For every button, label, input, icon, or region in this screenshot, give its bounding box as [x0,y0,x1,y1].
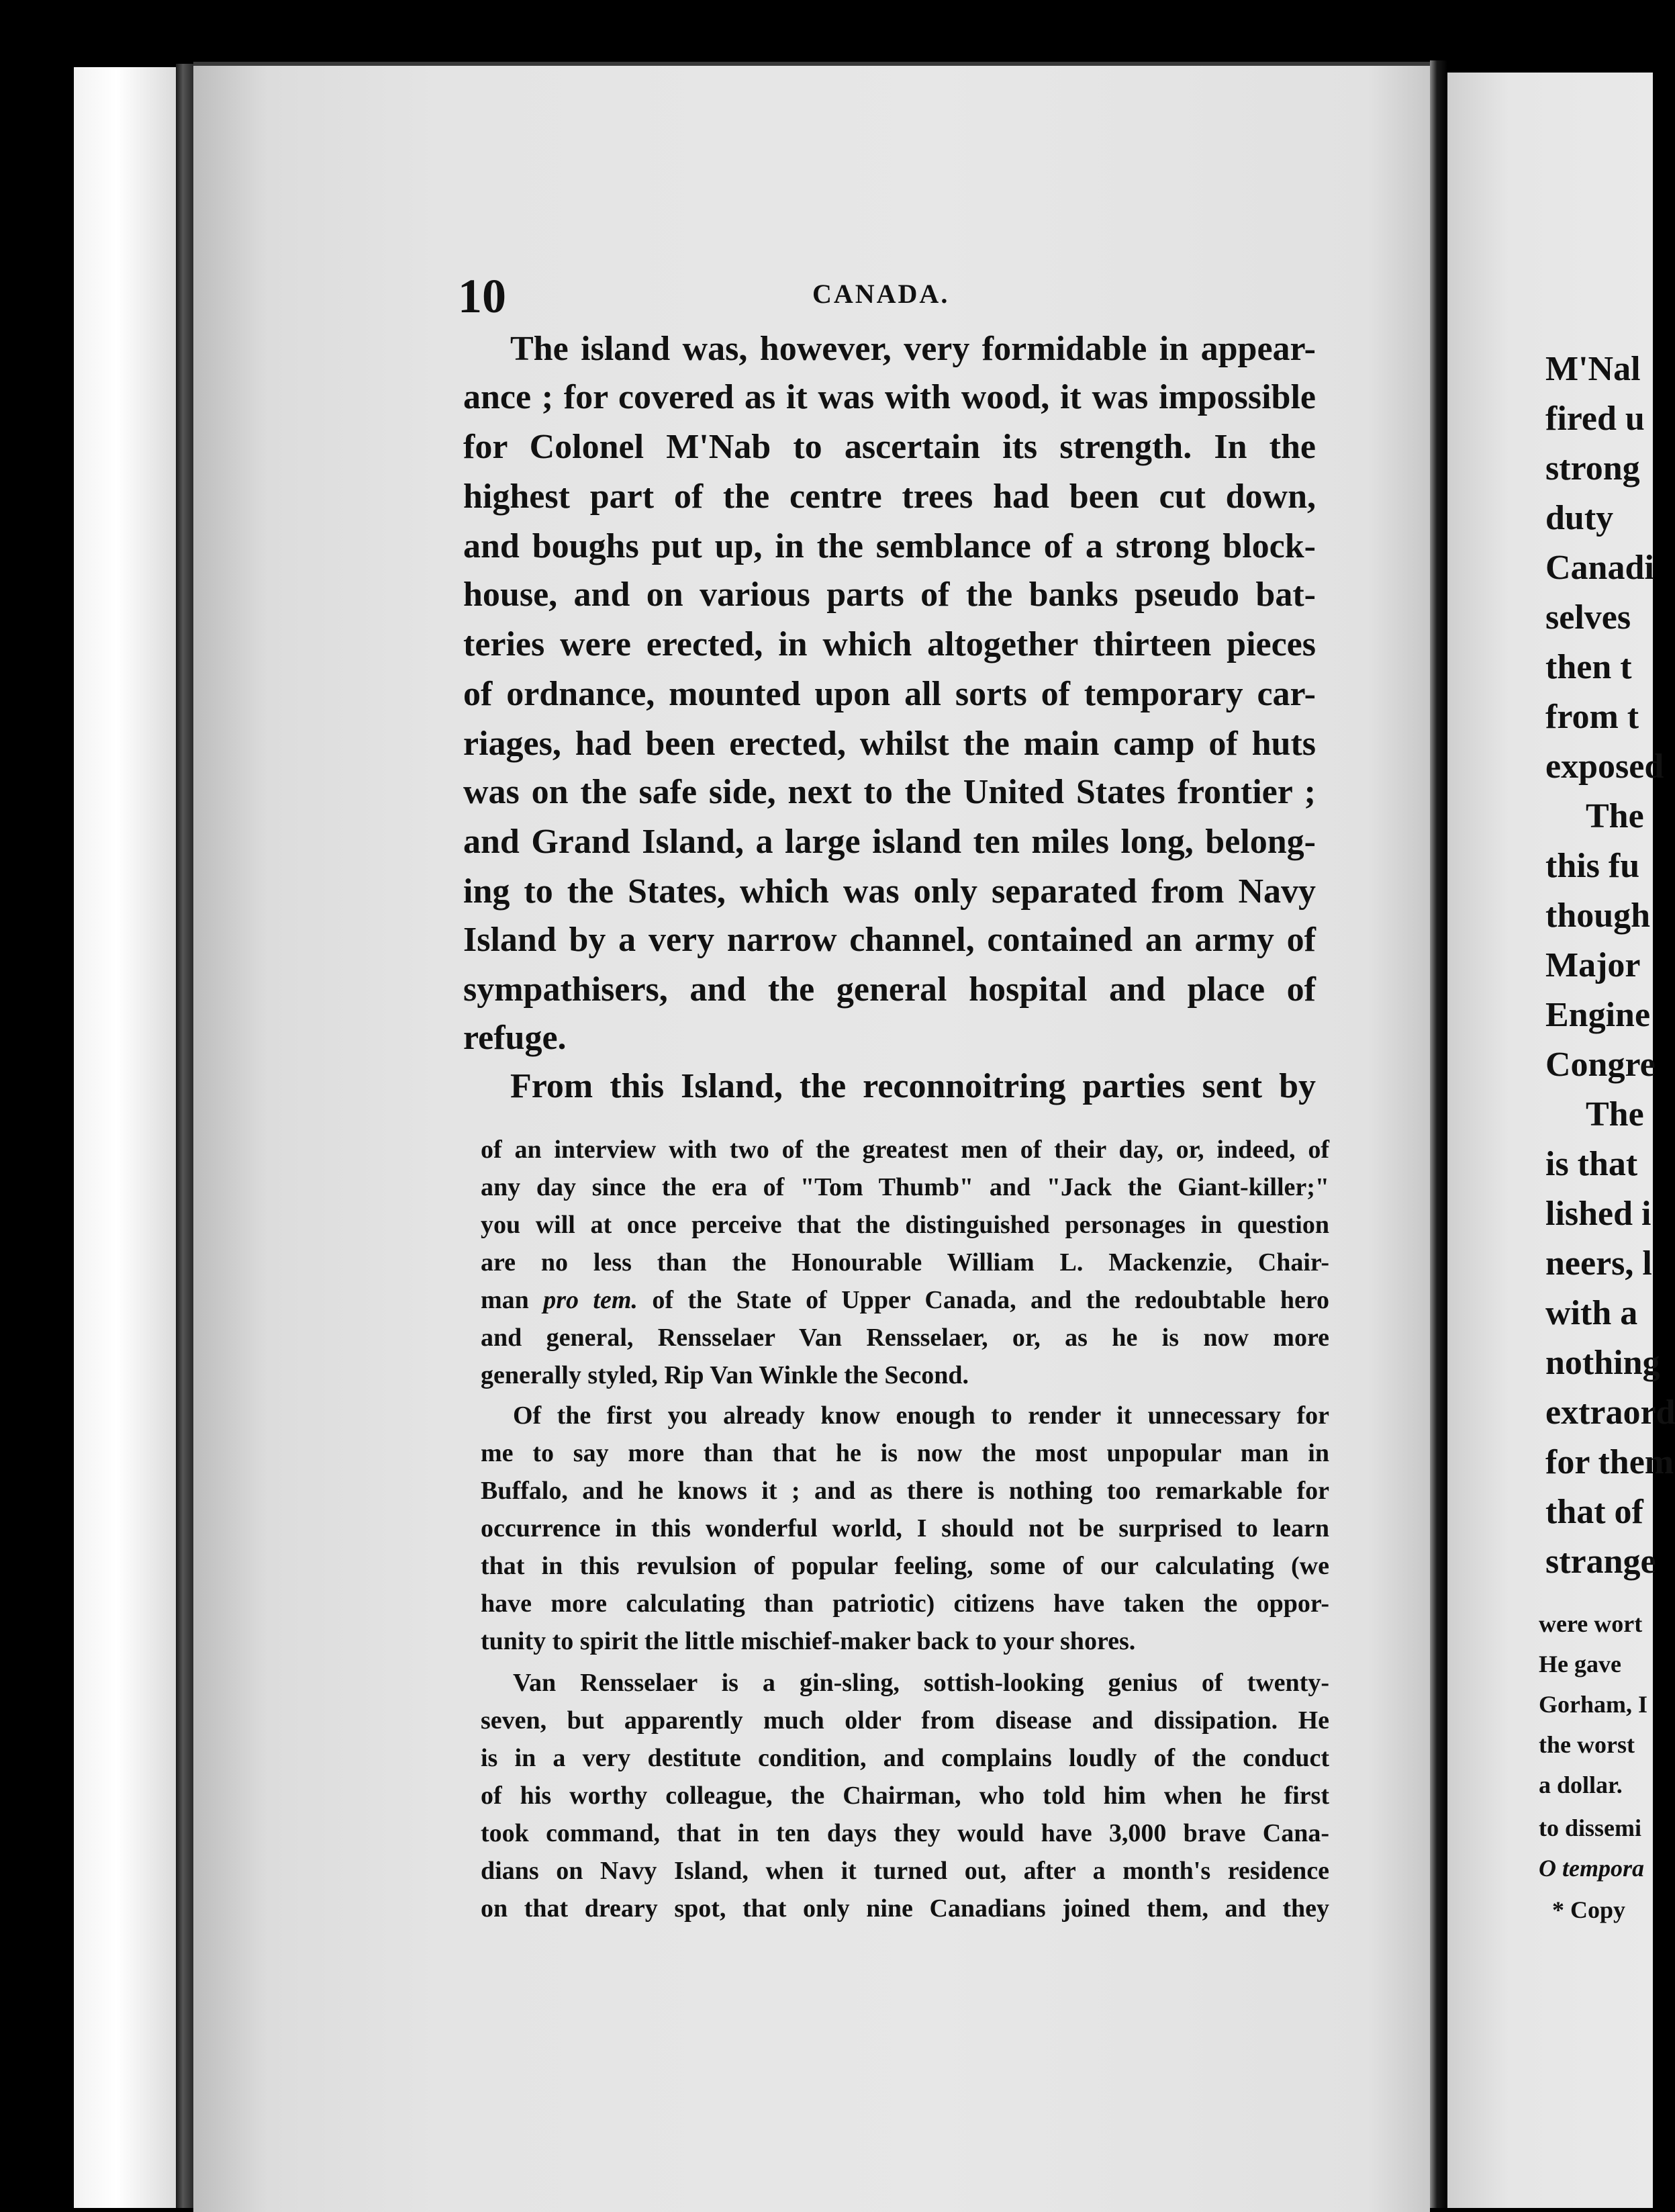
right-body-line: Engine [1545,996,1651,1034]
body-line: refuge. [463,1019,567,1057]
body-line: sympathisers, and the general hospital and place of [463,970,1316,1009]
right-body-line: from t [1545,698,1639,736]
right-body-line: nothing [1545,1344,1660,1382]
footnote-line: generally styled, Rip Van Winkle the Second. [481,1361,969,1389]
right-body-line: strange [1545,1542,1656,1581]
right-body-line: this fu [1545,847,1640,885]
right-body-line: duty [1545,499,1614,537]
right-footnote-italic: O tempora [1539,1855,1644,1882]
body-line: of ordnance, mounted upon all sorts of temporary car- [463,675,1316,713]
body-line: house, and on various parts of the banks pseudo bat- [463,575,1316,614]
right-footnote-line: to dissemi [1539,1814,1641,1841]
footnote-italic-phrase: pro tem. [543,1286,638,1314]
right-footnote-line: He gave [1539,1651,1621,1677]
body-line: The island was, however, very formidable in appear- [510,330,1316,368]
right-body-line: Canadi [1545,549,1654,587]
footnote-line [481,1285,1329,1315]
footnote-line: occurrence in this wonderful world, I should not be surprised to learn [481,1514,1329,1542]
right-body-line: with a [1545,1294,1638,1332]
body-line: and boughs put up, in the semblance of a strong block- [463,527,1316,565]
right-body-line: though [1545,896,1651,935]
right-body-line: exposed [1545,747,1664,786]
body-line: highest part of the centre trees had been cut down, [463,477,1316,516]
page-number: 10 [458,269,506,323]
book-gutter [1430,60,1447,2208]
right-body-line: neers, l [1545,1244,1652,1283]
body-line: for Colonel M'Nab to ascertain its strength. In the [463,428,1316,466]
body-line: From this Island, the reconnoitring parties sent by [510,1067,1316,1105]
footnote-line: is in a very destitute condition, and complains loudly of the conduct [481,1744,1329,1772]
footnote-line: took command, that in ten days they would have 3,000 brave Cana- [481,1819,1329,1847]
body-line: and Grand Island, a large island ten miles long, belong- [463,823,1316,861]
page-edge-strip [74,67,181,2208]
footnote-line: Of the first you already know enough to render it unnecessary for [513,1401,1329,1430]
right-body-line: selves [1545,598,1631,637]
binding-edge [176,64,193,2208]
footnote-line: of an interview with two of the greatest men of their day, or, indeed, of [481,1136,1329,1164]
body-line: ance ; for covered as it was with wood, it was impossible [463,378,1316,416]
right-footnote-line [1539,1853,1644,1883]
footnote-line: dians on Navy Island, when it turned out, after a month's residence [481,1857,1329,1885]
right-body-line: strong [1545,449,1640,488]
body-line: ing to the States, which was only separated from Navy [463,872,1316,911]
footnote-line: me to say more than that he is now the most unpopular man in [481,1439,1329,1467]
right-body-line: Congre [1545,1046,1656,1084]
footnote-line: any day since the era of "Tom Thumb" and "Jack the Giant-killer;" [481,1173,1329,1201]
right-footnote-line: Gorham, I [1539,1691,1647,1718]
footnote-line: have more calculating than patriotic) citizens have taken the oppor- [481,1589,1329,1618]
right-footnote-line: a dollar. [1539,1771,1623,1798]
running-head: CANADA. [812,279,950,309]
right-body-line: Major [1545,946,1641,984]
right-body-line: that of [1545,1493,1643,1531]
right-body-line: then t [1545,648,1632,686]
footnote-line: are no less than the Honourable William L. Mackenzie, Chair- [481,1248,1329,1277]
right-body-line: for them [1545,1443,1674,1481]
right-body-line: lished i [1545,1195,1652,1233]
body-line: teries were erected, in which altogether thirteen pieces [463,625,1316,663]
footnote-line: of his worthy colleague, the Chairman, who told him when he first [481,1782,1329,1810]
footnote-line: seven, but apparently much older from disease and dissipation. He [481,1706,1329,1735]
body-line: riages, had been erected, whilst the main camp of huts [463,725,1316,763]
right-body-line: M'Nal [1545,350,1641,388]
right-body-line: fired u [1545,400,1645,438]
footnote-line: and general, Rensselaer Van Rensselaer, or, as he is now more [481,1324,1329,1352]
right-page [1447,73,1653,2208]
footnote-word: man [481,1286,529,1314]
footnote-line: Buffalo, and he knows it ; and as there is nothing too remarkable for [481,1477,1329,1505]
body-line: Island by a very narrow channel, contained an army of [463,921,1316,959]
right-footnote-line: * Copy [1552,1896,1626,1923]
footnote-line: Van Rensselaer is a gin-sling, sottish-looking genius of twenty- [513,1669,1329,1697]
right-body-line: extraord [1545,1393,1675,1432]
right-footnote-line: the worst [1539,1731,1635,1758]
footnote-word: of the State of Upper Canada, and the redoubtable hero [652,1286,1330,1314]
right-footnote-line: were wort [1539,1610,1643,1637]
body-line: was on the safe side, next to the United States frontier ; [463,773,1316,811]
right-body-line: The [1586,797,1644,835]
footnote-line: on that dreary spot, that only nine Canadians joined them, and they [481,1894,1329,1923]
footnote-line: that in this revulsion of popular feeling, some of our calculating (we [481,1552,1329,1580]
right-body-line: is that [1545,1145,1638,1183]
right-body-line: The [1586,1095,1644,1134]
footnote-line: you will at once perceive that the distinguished personages in question [481,1211,1329,1239]
footnote-line: tunity to spirit the little mischief-maker back to your shores. [481,1627,1136,1655]
